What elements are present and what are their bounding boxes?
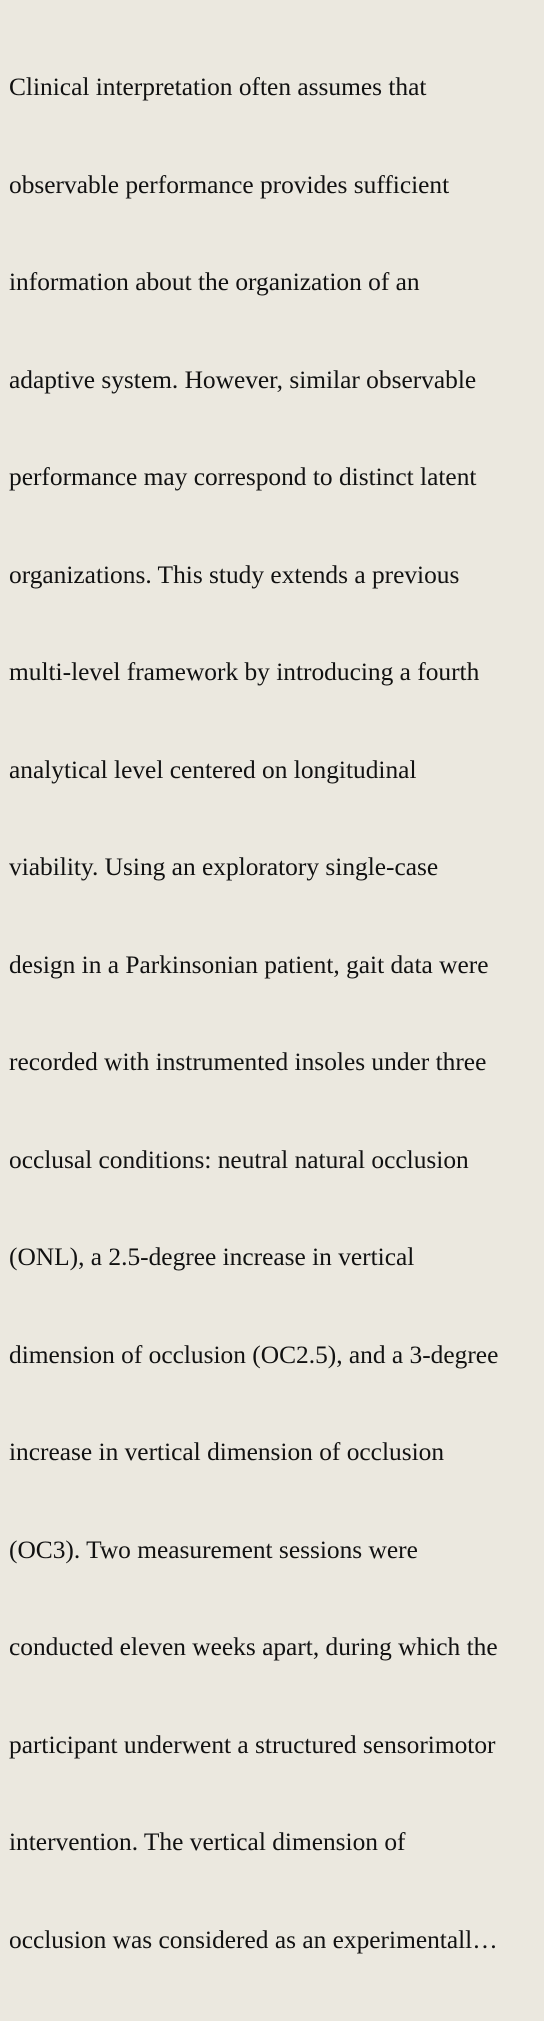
text-line-2: observable performance provides sufficient: [9, 170, 450, 199]
text-line-3: information about the organization of an: [9, 268, 420, 296]
text-line-12: occlusal conditions: neutral natural occlusion: [9, 1145, 469, 1174]
text-line-1: Clinical interpretation often assumes that: [9, 73, 427, 101]
text-line-17: conducted eleven weeks apart, during which the: [9, 1633, 498, 1661]
text-line-20: occlusion was considered as an experimentall…: [9, 1925, 498, 1954]
text-line-14: dimension of occlusion (OC2.5), and a 3-degree: [9, 1340, 499, 1369]
abstract-text-block: [9, 6, 539, 2021]
text-line-6: organizations. This study extends a previous: [9, 560, 460, 589]
text-line-5: performance may correspond to distinct latent: [9, 463, 477, 491]
text-line-15: increase in vertical dimension of occlusion: [9, 1438, 445, 1466]
text-line-19: intervention. The vertical dimension of: [9, 1828, 406, 1856]
text-line-10: design in a Parkinsonian patient, gait data were: [9, 950, 489, 979]
text-line-9: viability. Using an exploratory single-case: [9, 853, 439, 881]
text-line-7: multi-level framework by introducing a fourth: [9, 658, 480, 686]
text-line-11: recorded with instrumented insoles under three: [9, 1048, 487, 1076]
text-line-18: participant underwent a structured sensorimotor: [9, 1730, 496, 1759]
text-line-4: adaptive system. However, similar observable: [9, 365, 477, 394]
text-line-13: (ONL), a 2.5-degree increase in vertical: [9, 1243, 415, 1271]
text-line-8: analytical level centered on longitudinal: [9, 755, 417, 784]
text-line-16: (OC3). Two measurement sessions were: [9, 1535, 418, 1564]
